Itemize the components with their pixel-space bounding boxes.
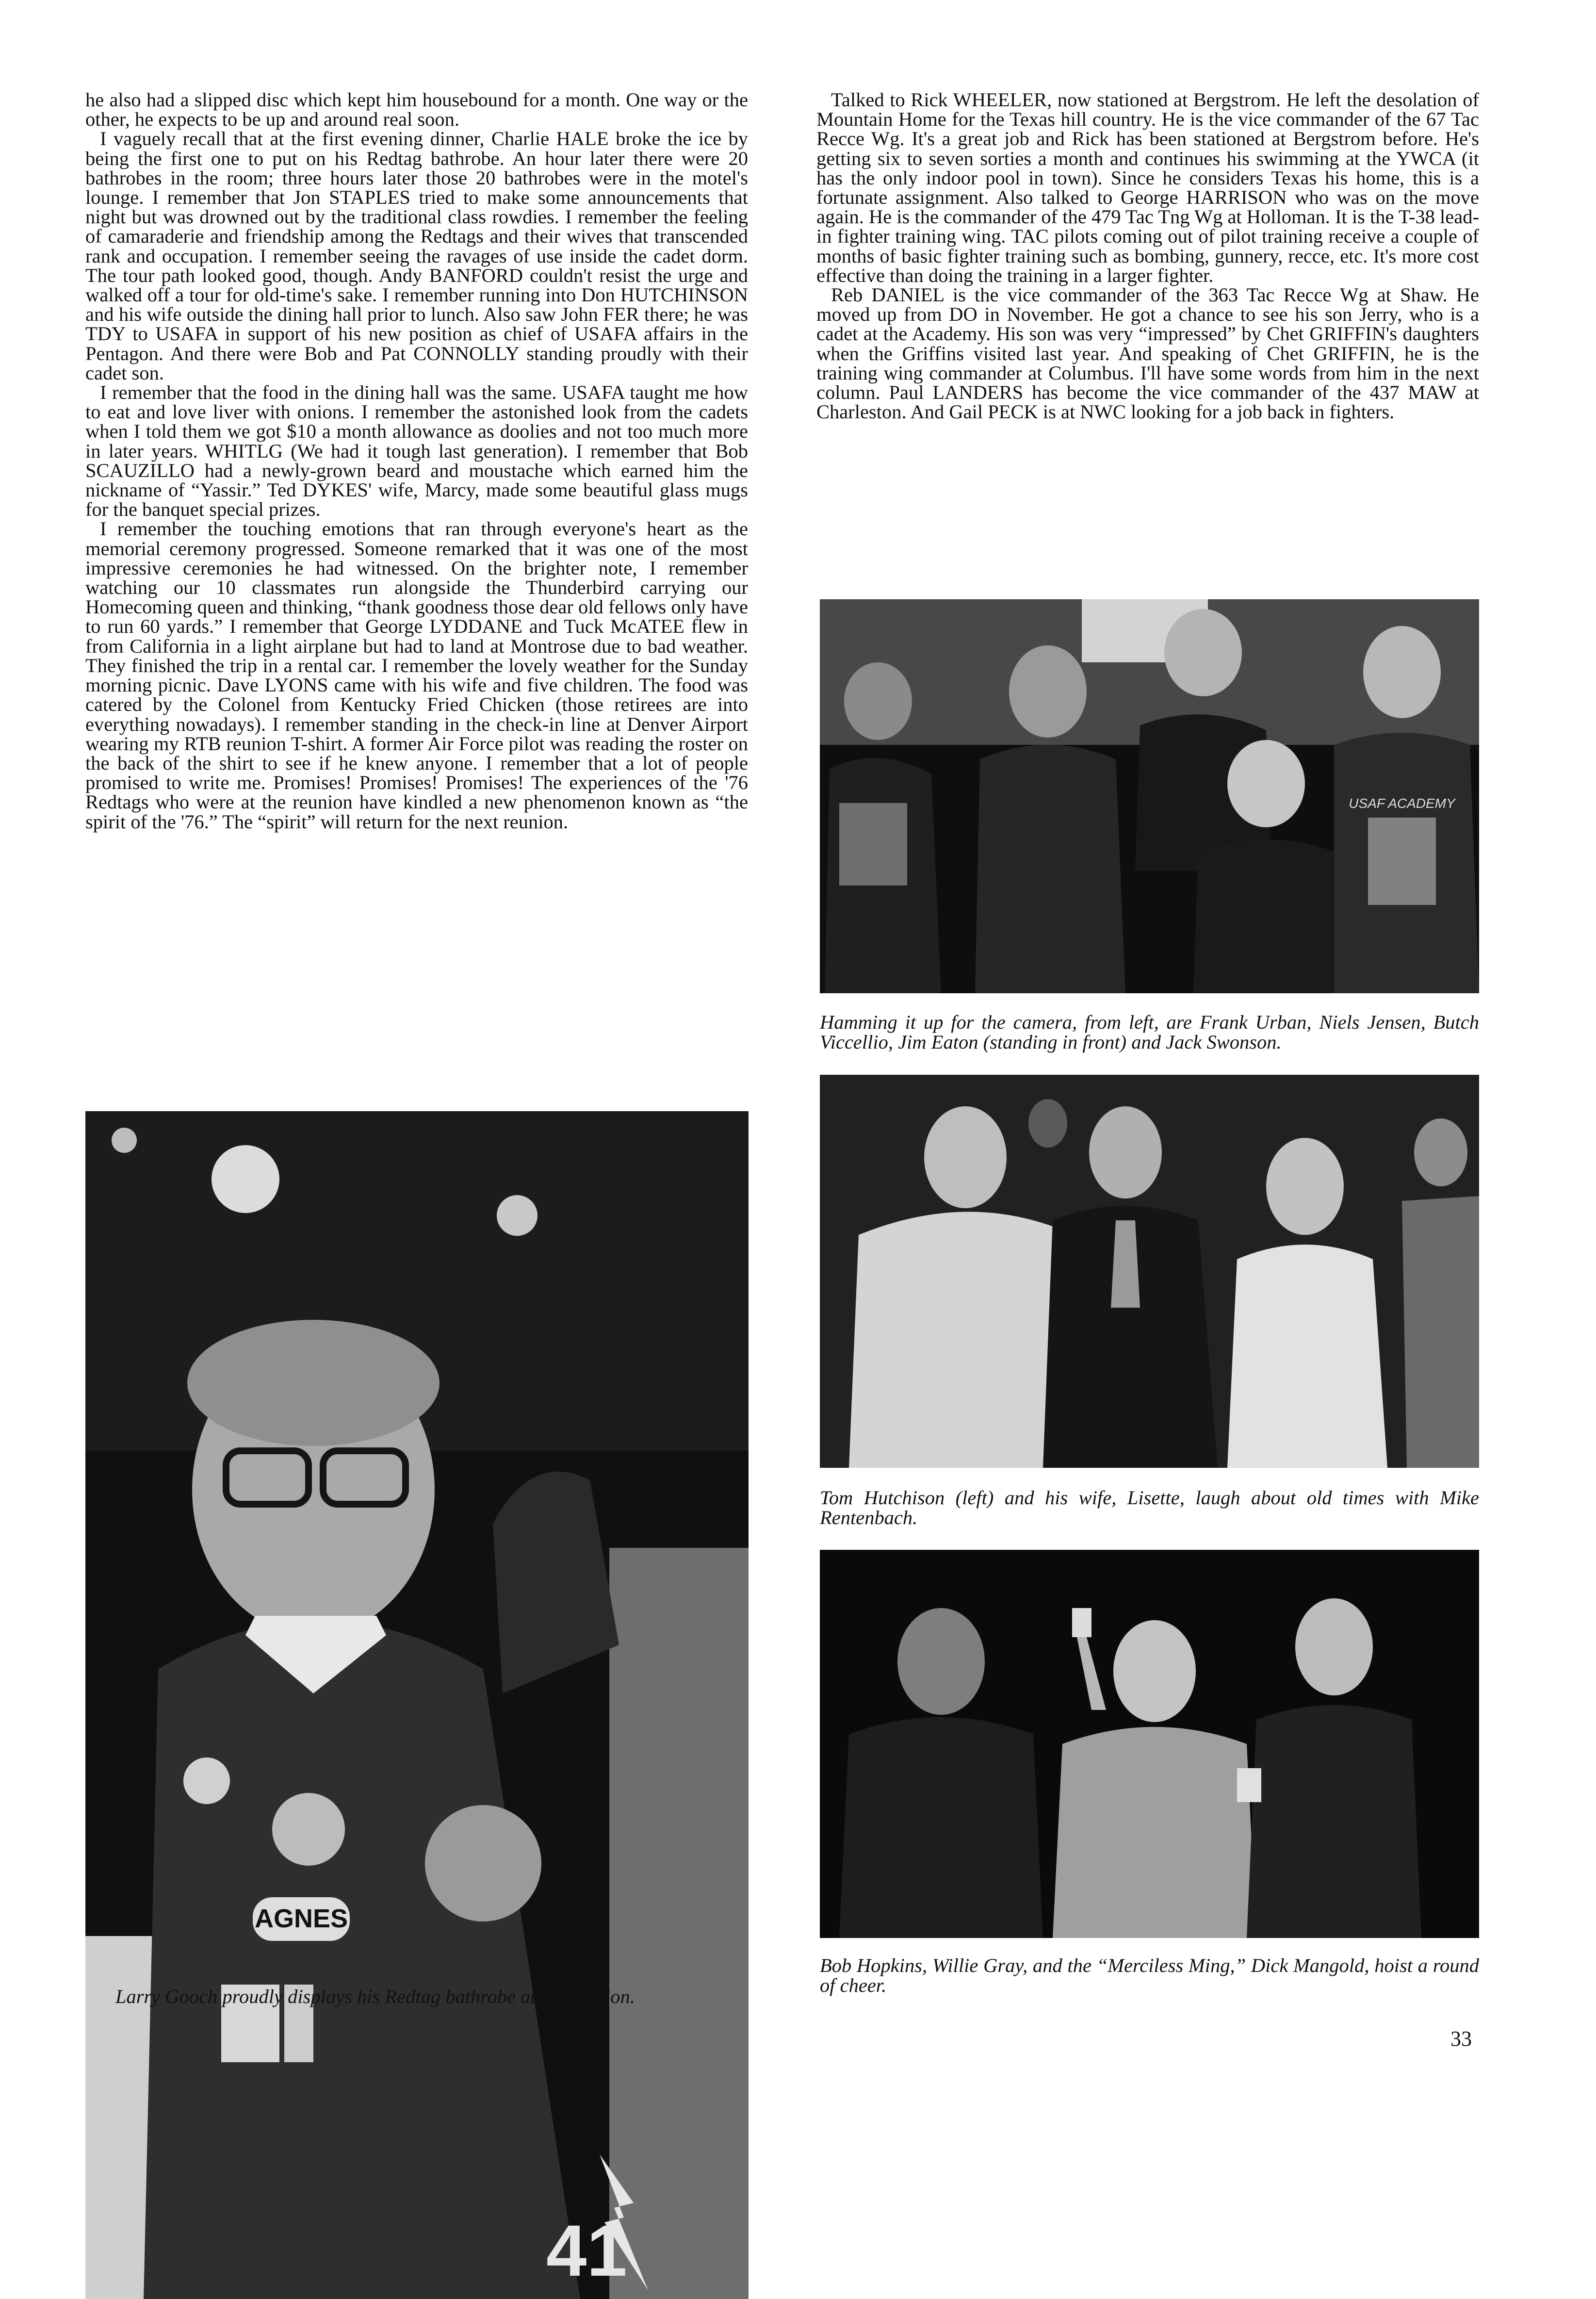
right-article-column: [816, 90, 1479, 422]
paragraph: Reb DANIEL is the vice commander of the 363 Tac Recce Wg at Shaw. He moved up from DO in November. He got a chance to see his son Jerry, who is a cadet at the Academy. His son was very “impressed” by Chet GRIFFIN's daughters when the Griffins visited last year. And speaking of Chet GRIFFIN, he is the training wing commander at Columbus. I'll have some words from him in the next column. Paul LANDERS has become the vice commander of the 437 MAW at Charleston. And Gail PECK is at NWC looking for a job back in fighters.: [816, 284, 1479, 423]
paragraph: I vaguely recall that at the first evening dinner, Charlie HALE broke the ice by being the first one to put on his Redtag bathrobe. An hour later there were 20 bathrobes in the room; three hours later those 20 bathrobes were in the motel's lounge. I remember that Jon STAPLES tried to make some announcements that night but was drowned out by the traditional class rowdies. I remember the feeling of camaraderie and friendship among the Redtags and their wives that transcended rank and occupation. I remember seeing the ravages of use inside the cadet dorm. The tour path looked good, though. Andy BANFORD couldn't resist the urge and walked off a tour for old-time's sake. I remember running into Don HUTCHINSON and his wife outside the dining hall prior to lunch. Also saw John FER there; he was TDY to USAFA in support of his new position as chief of USAFA affairs in the Pentagon. And there were Bob and Pat CONNOLLY standing proudly with their cadet son.: [85, 128, 748, 384]
photo-hutchison: [820, 1075, 1479, 1468]
photo-toast: [820, 1550, 1479, 1938]
paragraph: he also had a slipped disc which kept him housebound for a month. One way or the other, he expects to be up and around real soon.: [85, 89, 748, 131]
paragraph: I remember the touching emotions that ran through everyone's heart as the memorial ceremony progressed. Someone remarked that it was one of the most impressive ceremonies he had witnessed. On the brighter note, I remember watching our 10 classmates run alongside the Thunderbird carrying our Homecoming queen and thinking, “thank goodness those dear old fellows only have to run 60 yards.” I remember that George LYDDANE and Tuck McATEE flew in from California in a light airplane but had to land at Montrose due to bad weather. They finished the trip in a rental car. I remember the lovely weather for the Sunday morning picnic. Dave LYONS came with his wife and five children. The food was catered by the Colonel from Kentucky Fried Chicken (those retirees are into everything nowadays). I remember standing in the check-in line at Denver Airport wearing my RTB reunion T-shirt. A former Air Force pilot was reading the roster on the back of the shirt to see if he knew anyone. I remember that a lot of people promised to write me. Promises! Promises! Promises! The experiences of the '76 Redtags who were at the reunion have kindled a new phenomenon known as “the spirit of the '76.” The “spirit” will return for the next reunion.: [85, 518, 748, 833]
photo-redtag-bathrobe: [85, 1111, 749, 2299]
shirt-text: USAF ACADEMY: [1349, 796, 1455, 811]
left-article-column: [85, 90, 748, 832]
robe-badge-text: AGNES: [254, 1904, 348, 1933]
page-number: 33: [1450, 2027, 1472, 2051]
paragraph: I remember that the food in the dining hall was the same. USAFA taught me how to eat and love liver with onions. I remember the astonished look from the cadets when I told them we got $10 a month allowance as doolies and not too much more in later years. WHITLG (We had it tough last generation). I remember that Bob SCAUZILLO had a newly-grown beard and moustache which earned him the nickname of “Yassir.” Ted DYKES' wife, Marcy, made some beautiful glass mugs for the banquet special prizes.: [85, 381, 748, 521]
caption-redtag-bathrobe: Larry Gooch proudly displays his Redtag bathrobe at the reunion.: [115, 1986, 635, 2007]
robe-number: 41: [546, 2210, 627, 2291]
photo-group-hamming: [820, 599, 1479, 993]
caption-toast: Bob Hopkins, Willie Gray, and the “Merciless Ming,” Dick Mangold, hoist a round of cheer.: [820, 1954, 1479, 1996]
caption-hutchison: Tom Hutchison (left) and his wife, Lisette, laugh about old times with Mike Rentenbach.: [820, 1487, 1479, 1528]
caption-group-hamming: Hamming it up for the camera, from left, are Frank Urban, Niels Jensen, Butch Viccellio, Jim Eaton (standing in front) and Jack Swonson.: [820, 1011, 1479, 1053]
paragraph: Talked to Rick WHEELER, now stationed at Bergstrom. He left the desolation of Mountain Home for the Texas hill country. He is the vice commander of the 67 Tac Recce Wg. It's a great job and Rick has been stationed at Bergstrom before. He's getting six to seven sorties a month and continues his swimming at the YWCA (it has the only indoor pool in town). Since he considers Texas his home, this is a fortunate assignment. Also talked to George HARRISON who was on the move again. He is the commander of the 479 Tac Tng Wg at Holloman. It is the T-38 lead-in fighter training wing. TAC pilots coming out of pilot training receive a couple of months of basic fighter training such as bombing, gunnery, recce, etc. It's more cost effective than doing the training in a larger fighter.: [816, 89, 1479, 286]
